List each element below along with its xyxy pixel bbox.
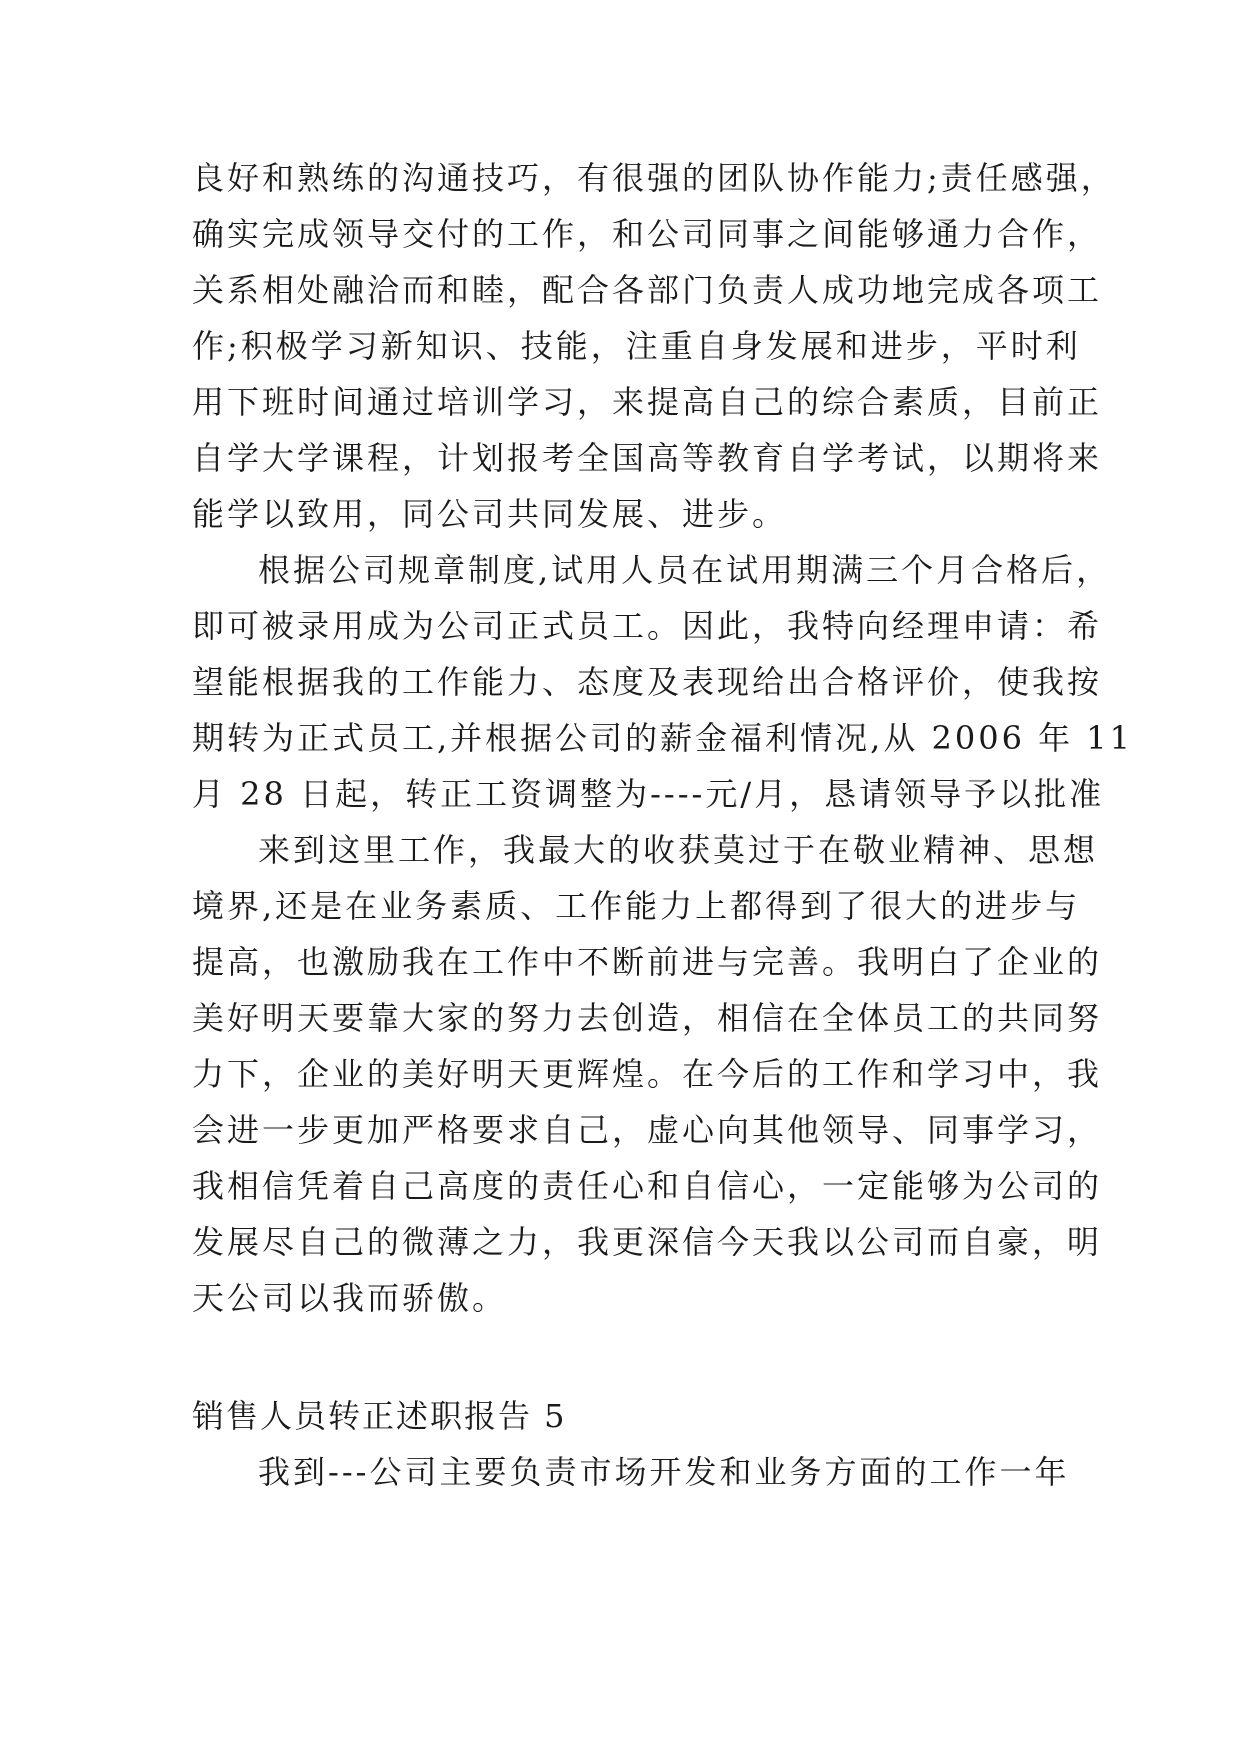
paragraph-line: 用下班时间通过培训学习，来提高自己的综合素质，目前正	[192, 383, 1103, 421]
paragraph-line: 来到这里工作，我最大的收获莫过于在敬业精神、思想	[258, 831, 1099, 869]
paragraph-line: 我相信凭着自己高度的责任心和自信心，一定能够为公司的	[192, 1167, 1103, 1205]
paragraph-line: 美好明天要靠大家的努力去创造，相信在全体员工的共同努	[192, 999, 1103, 1037]
paragraph-line: 关系相处融洽而和睦，配合各部门负责人成功地完成各项工	[192, 271, 1103, 309]
paragraph-line: 作;积极学习新知识、技能，注重自身发展和进步，平时利	[192, 327, 1081, 365]
paragraph-line: 我到---公司主要负责市场开发和业务方面的工作一年	[258, 1453, 1070, 1491]
paragraph-line: 期转为正式员工,并根据公司的薪金福利情况,从 2006 年 11	[192, 719, 1134, 757]
paragraph-line: 望能根据我的工作能力、态度及表现给出合格评价，使我按	[192, 663, 1103, 701]
paragraph-line: 自学大学课程，计划报考全国高等教育自学考试，以期将来	[192, 439, 1103, 477]
paragraph-line: 发展尽自己的微薄之力，我更深信今天我以公司而自豪，明	[192, 1223, 1103, 1261]
paragraph-line: 根据公司规章制度,试用人员在试用期满三个月合格后，	[258, 551, 1112, 589]
paragraph-line: 力下，企业的美好明天更辉煌。在今后的工作和学习中，我	[192, 1055, 1103, 1093]
paragraph-line: 提高，也激励我在工作中不断前进与完善。我明白了企业的	[192, 943, 1103, 981]
paragraph-line: 良好和熟练的沟通技巧，有很强的团队协作能力;责任感强，	[192, 159, 1116, 197]
paragraph-line: 确实完成领导交付的工作，和公司同事之间能够通力合作，	[192, 215, 1103, 253]
paragraph-line: 天公司以我而骄傲。	[192, 1279, 508, 1317]
paragraph-line: 月 28 日起，转正工资调整为----元/月，恳请领导予以批准	[192, 775, 1105, 813]
section-heading: 销售人员转正述职报告 5	[192, 1397, 567, 1435]
paragraph-line: 境界,还是在业务素质、工作能力上都得到了很大的进步与	[192, 887, 1081, 925]
paragraph-line: 能学以致用，同公司共同发展、进步。	[192, 495, 788, 533]
paragraph-line: 会进一步更加严格要求自己，虚心向其他领导、同事学习，	[192, 1111, 1103, 1149]
paragraph-line: 即可被录用成为公司正式员工。因此，我特向经理申请：希	[192, 607, 1103, 645]
